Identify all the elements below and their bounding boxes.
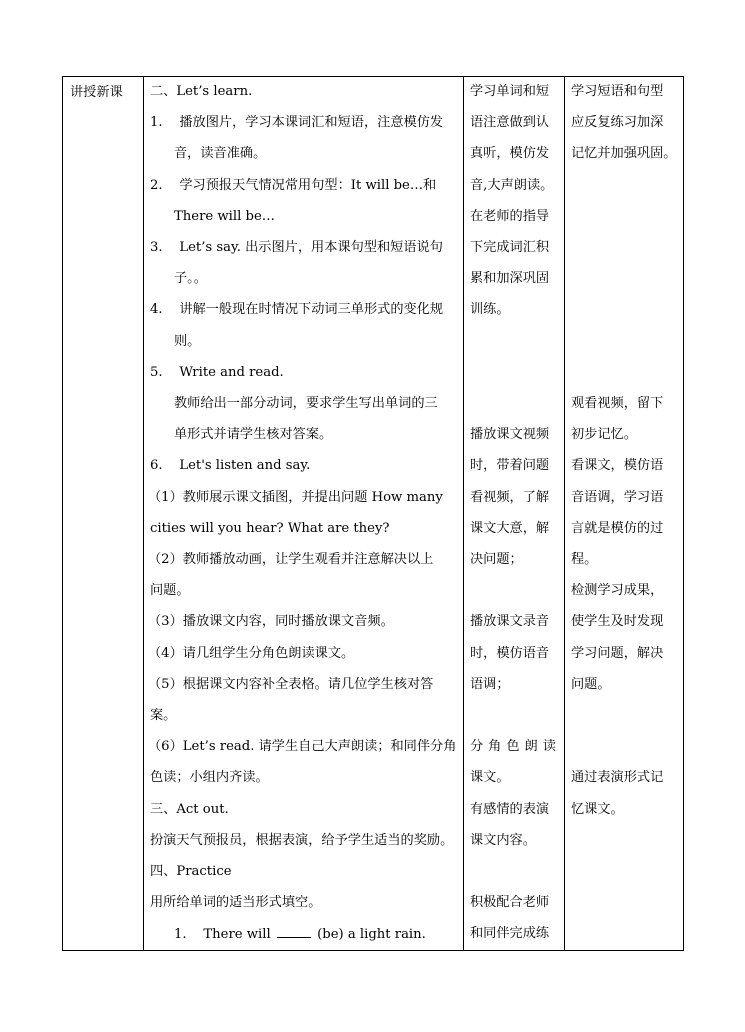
- teacher-line: 四、Practice: [150, 864, 232, 879]
- teacher-line: （6）Let’s read. 请学生自己大声朗读；和同伴分角: [148, 739, 457, 754]
- teacher-activity-cell: [144, 77, 463, 950]
- teacher-line: （4）请几组学生分角色朗读课文。: [148, 646, 355, 661]
- section-cell: [63, 77, 143, 950]
- teacher-line: （2）教师播放动画，让学生观看并注意解决以上: [148, 552, 434, 567]
- teacher-line: cities will you hear? What are they?: [150, 521, 390, 536]
- intent-line: 学习短语和句型: [571, 84, 664, 99]
- student-line: 看视频，了解: [470, 490, 550, 505]
- lesson-plan-table: [62, 76, 684, 951]
- student-line: 播放课文录音: [470, 614, 550, 629]
- section-label: 讲授新课: [70, 85, 123, 100]
- intent-line: 问题。: [571, 677, 611, 692]
- student-line: 语注意做到认: [470, 115, 550, 130]
- design-intent-cell: [565, 77, 683, 950]
- intent-line: 看课文，模仿语: [571, 458, 664, 473]
- intent-line: 应反复练习加深: [571, 115, 664, 130]
- student-line: 时，模仿语音: [470, 646, 550, 661]
- intent-line: 使学生及时发现: [571, 614, 664, 629]
- teacher-line: 4. 讲解一般现在时情况下动词三单形式的变化规: [150, 302, 444, 317]
- intent-line: 言就是模仿的过: [571, 521, 664, 536]
- intent-line: 学习问题，解决: [571, 646, 664, 661]
- student-line: 语调；: [470, 677, 510, 692]
- student-line: 音,大声朗读。: [470, 178, 554, 193]
- fill-in-blank: [277, 925, 311, 938]
- student-line: 在老师的指导: [470, 209, 550, 224]
- student-line: 课文。: [470, 770, 510, 785]
- teacher-line: 子。。: [174, 271, 207, 286]
- intent-line: 记忆并加强巩固。: [571, 146, 677, 161]
- teacher-line: 1. 播放图片，学习本课词汇和短语，注意模仿发: [150, 115, 444, 130]
- teacher-line: 色读；小组内齐读。: [150, 770, 269, 785]
- student-line: 积极配合老师: [470, 895, 550, 910]
- student-line: 有感情的表演: [470, 802, 550, 817]
- practice-item-after: (be) a light rain.: [317, 927, 426, 942]
- student-line: 课文大意，解: [470, 521, 550, 536]
- student-line: 分角色朗读: [470, 739, 561, 754]
- student-line: 课文内容。: [470, 833, 536, 848]
- teacher-line: 用所给单词的适当形式填空。: [150, 895, 322, 910]
- teacher-line: 则。: [174, 334, 201, 349]
- intent-line: 音语调，学习语: [571, 490, 664, 505]
- teacher-line: （3）播放课文内容，同时播放课文音频。: [148, 614, 394, 629]
- student-line: 累和加深巩固: [470, 271, 550, 286]
- practice-item-before: There will: [203, 927, 271, 942]
- teacher-line: 5. Write and read.: [150, 365, 284, 380]
- student-line: 和同伴完成练: [470, 926, 550, 941]
- teacher-line: （5）根据课文内容补全表格。请几位学生核对答: [148, 677, 434, 692]
- practice-item: [174, 925, 426, 944]
- intent-line: 观看视频，留下: [571, 396, 664, 411]
- teacher-line: 单形式并请学生核对答案。: [174, 427, 333, 442]
- teacher-line: 6. Let's listen and say.: [150, 458, 311, 473]
- teacher-line: 扮演天气预报员，根据表演，给予学生适当的奖励。: [150, 833, 454, 848]
- student-line: 学习单词和短: [470, 84, 550, 99]
- student-line: 播放课文视频: [470, 427, 550, 442]
- teacher-line: 问题。: [150, 583, 190, 598]
- intent-line: 初步记忆。: [571, 427, 637, 442]
- practice-item-number: 1.: [174, 927, 187, 942]
- intent-line: 程。: [571, 552, 598, 567]
- teacher-line: 三、Act out.: [150, 802, 229, 817]
- student-line: 真听，模仿发: [470, 146, 550, 161]
- teacher-line: There will be…: [174, 209, 275, 224]
- student-line: 下完成词汇积: [470, 240, 550, 255]
- student-line: 决问题；: [470, 552, 523, 567]
- teacher-line: （1）教师展示课文插图，并提出问题 How many: [148, 490, 443, 505]
- teacher-line: 2. 学习预报天气情况常用句型：It will be…和: [150, 178, 437, 193]
- teacher-line: 音，读音准确。: [174, 146, 267, 161]
- teacher-line: 案。: [150, 708, 177, 723]
- teacher-line: 教师给出一部分动词，要求学生写出单词的三: [174, 396, 438, 411]
- teacher-line: 3. Let’s say. 出示图片，用本课句型和短语说句: [150, 240, 443, 255]
- intent-line: 通过表演形式记: [571, 770, 664, 785]
- student-line: 训练。: [470, 302, 510, 317]
- student-line: 时，带着问题: [470, 458, 550, 473]
- intent-line: 忆课文。: [571, 802, 624, 817]
- teacher-line: 二、Let’s learn.: [150, 84, 253, 99]
- intent-line: 检测学习成果，: [571, 583, 664, 598]
- student-activity-cell: [464, 77, 564, 950]
